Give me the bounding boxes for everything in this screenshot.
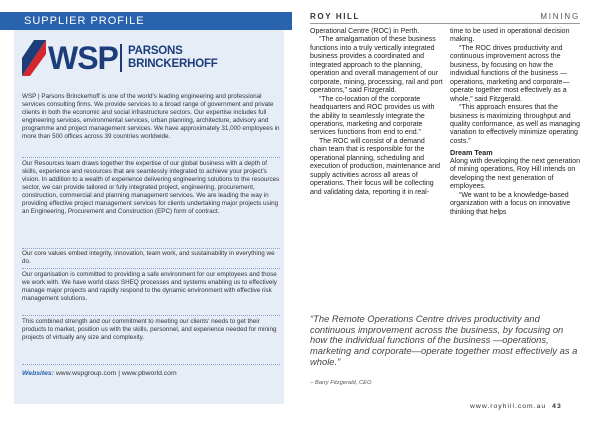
- profile-paragraph-resources: Our Resources team draws together the expertise of our global business with a depth of skills, experience and resources that are seamlessly integrated to achieve your project's vision. In addition to a wealth of experience delivering engineering solutions to the resources sector, we can provide tailored or fully integrated project, engineering, procurement, construction, commercial and planning management services. We are leading the way in providing effective project management services for clients undertaking major projects using an Engineering, Procurement and Construction (EPC) form of contract.: [22, 160, 280, 216]
- article-paragraph: “We want to be a knowledge-based organization with a focus on innovative thinking that helps: [450, 191, 571, 216]
- logo-pb-line1: PARSONS: [128, 45, 183, 57]
- divider: [22, 157, 280, 158]
- divider: [22, 364, 280, 365]
- logo-pb-line2: BRINCKERHOFF: [128, 58, 218, 70]
- profile-paragraph-intro: WSP | Parsons Brinckerhoff is one of the world's leading engineering and professional services consulting firms. We provide services to a broad range of government and private clients in both the economic and social infrastructure sectors. Our expertise includes full engineering services, environmental services, urban planning, architecture, advisory and programme and project management services. We have approximately 31,000 employees in more than 500 offices across 39 countries worldwide.: [22, 93, 280, 141]
- divider: [22, 268, 280, 269]
- footer-url[interactable]: www.royhill.com.au: [470, 403, 547, 410]
- section-name: MINING: [540, 12, 580, 21]
- page-number: 43: [552, 403, 562, 410]
- header-rule: [310, 23, 580, 24]
- article-paragraph: “The amalgamation of these business functions into a truly vertically integrated business provides a coordinated and integrated approach to the planning, operation and overall management of our corporate, mining, processing, rail and port operations,” said Fitzgerald.: [310, 36, 443, 95]
- profile-paragraph-safety: Our organisation is committed to providing a safe environment for our employees and those we work with. We have world class SHEQ processes and systems enabling us to effectively manage major projects and rapidly respond to the dynamic environment with effective risk management solutions.: [22, 271, 277, 303]
- pull-quote: “The Remote Operations Centre drives productivity and continuous improvement across the business, by focusing on how the individual functions of the business —operations, marketing and corporate—operate together most effectively as a whole.”: [310, 313, 578, 367]
- publication-name: ROY HILL: [310, 12, 360, 21]
- article-paragraph: “The co-location of the corporate headquarters and ROC provides us with the ability to seamlessly integrate the operations, marketing and corporate services functions from end to end.”: [310, 95, 435, 137]
- websites-label: Websites:: [22, 370, 54, 377]
- profile-paragraph-values: Our core values embed integrity, innovation, team work, and sustainability in everything we do.: [22, 250, 275, 266]
- article-paragraph: The ROC will consist of a demand chain team that is responsible for the operational planning, scheduling and execution of production, maintenance and supply activities across all areas of operations. Their focus will be collecting and validating data, reporting it in real-: [310, 137, 440, 196]
- quote-attribution: – Barry Fitzgerald, CEO: [310, 380, 372, 386]
- supplier-profile-title: SUPPLIER PROFILE: [24, 15, 145, 27]
- article-subheading: Dream Team: [450, 148, 493, 158]
- logo-divider: [120, 44, 122, 72]
- profile-paragraph-strength: This combined strength and our commitment to meeting our clients' needs to get their products to market, position us with the skills, personnel, and experience needed for mining projects of virtually any size and complexity.: [22, 318, 277, 342]
- supplier-profile-header: [0, 12, 292, 30]
- article-column-1: [310, 28, 443, 197]
- article-paragraph: “This approach ensures that the business is maximizing throughput and quality conformance, as well as managing variation to effectively minimize operating costs.”: [450, 104, 580, 145]
- wsp-pb-logo: [22, 38, 232, 80]
- page-footer: [470, 403, 562, 410]
- logo-pb-text: [128, 45, 218, 71]
- websites-links[interactable]: www.wspgroup.com | www.pbworld.com: [53, 370, 177, 377]
- divider: [22, 315, 280, 316]
- supplier-profile-panel: [0, 0, 292, 424]
- article-paragraph: time to be used in operational decision making.: [450, 28, 570, 44]
- article-paragraph: “The ROC drives productivity and continuous improvement across the business, by focusing on how the individual functions of the business —operations, marketing and corporate—operate together most effectively as a whole,” said Fitzgerald.: [450, 44, 570, 103]
- logo-wsp-text: WSP: [48, 40, 118, 76]
- websites-line: [22, 370, 177, 377]
- article-paragraph: Operational Centre (ROC) in Perth.: [310, 28, 420, 35]
- article-column-2: [450, 28, 583, 217]
- supplier-profile-box: [14, 30, 284, 404]
- divider: [22, 248, 280, 249]
- wsp-flag-icon: [22, 40, 46, 76]
- article-paragraph: Along with developing the next generation of mining operations, Roy Hill intends on developing the next generation of employees.: [450, 157, 580, 191]
